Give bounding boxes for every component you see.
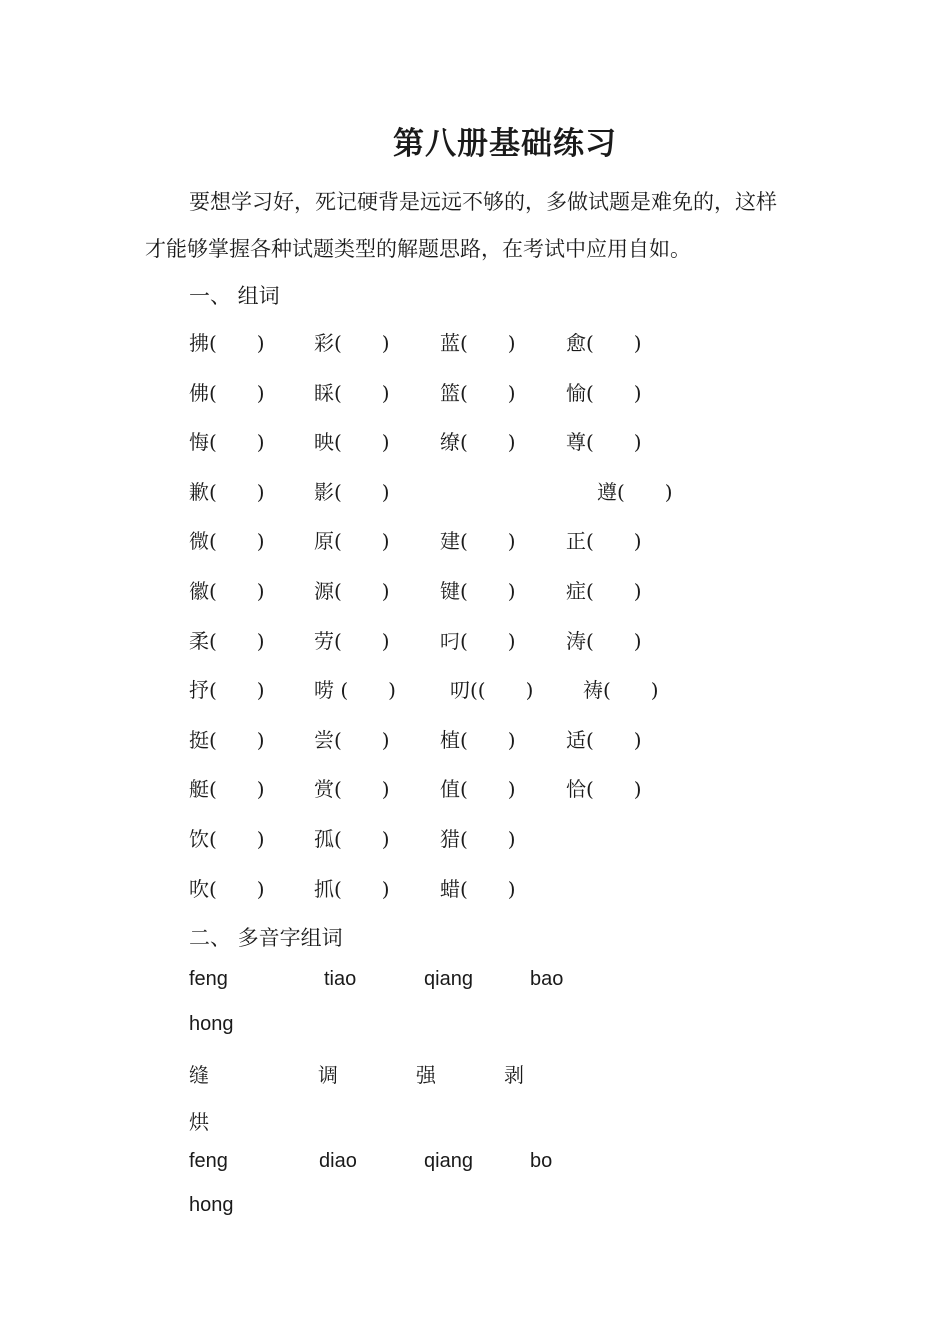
word-blank-r10-c2: 赏( ) <box>314 777 390 801</box>
word-blank-r1-c4: 愈( ) <box>566 331 642 355</box>
word-blank-r2-c2: 睬( ) <box>314 381 390 405</box>
pinyin-feng: feng <box>189 968 228 990</box>
word-blank-r4-c2: 影( ) <box>314 480 390 504</box>
pinyin-diao: diao <box>319 1150 357 1172</box>
word-blank-r12-c2: 抓( ) <box>314 877 390 901</box>
word-blank-r7-c3: 叼( ) <box>440 629 516 653</box>
word-blank-r3-c4: 尊( ) <box>566 430 642 454</box>
word-blank-r6-c2: 源( ) <box>314 579 390 603</box>
word-blank-r11-c3: 猎( ) <box>440 827 516 851</box>
word-blank-r2-c4: 愉( ) <box>566 381 642 405</box>
char-tiao: 调 <box>318 1063 338 1087</box>
word-blank-r3-c2: 映( ) <box>314 430 390 454</box>
word-blank-r2-c3: 篮( ) <box>440 381 516 405</box>
page-title: 第八册基础练习 <box>393 126 617 162</box>
word-blank-r8-c2: 唠 ( ) <box>314 678 396 702</box>
word-blank-r7-c1: 柔( ) <box>189 629 265 653</box>
word-blank-r2-c1: 佛( ) <box>189 381 265 405</box>
pinyin-hong: hong <box>189 1013 234 1035</box>
word-blank-r10-c3: 值( ) <box>440 777 516 801</box>
word-blank-r9-c2: 尝( ) <box>314 728 390 752</box>
word-blank-r4-c1: 歉( ) <box>189 480 265 504</box>
intro-line-1: 要想学习好，死记硬背是远远不够的，多做试题是难免的，这样 <box>189 190 777 214</box>
word-blank-r3-c1: 悔( ) <box>189 430 265 454</box>
pinyin-hong-2: hong <box>189 1194 234 1216</box>
pinyin-bo: bo <box>530 1150 553 1172</box>
word-blank-r3-c3: 缭( ) <box>440 430 516 454</box>
word-blank-r5-c4: 正( ) <box>566 529 642 553</box>
word-blank-r6-c4: 症( ) <box>566 579 642 603</box>
word-blank-r9-c1: 挺( ) <box>189 728 265 752</box>
word-blank-r11-c1: 饮( ) <box>189 827 265 851</box>
word-blank-r1-c2: 彩( ) <box>314 331 390 355</box>
pinyin-qiang: qiang <box>424 968 473 990</box>
char-bo: 剥 <box>504 1063 524 1087</box>
section-2-heading: 二、 多音字组词 <box>189 926 343 950</box>
section-1-heading: 一、 组词 <box>189 284 280 308</box>
word-blank-r7-c4: 涛( ) <box>566 629 642 653</box>
word-blank-r10-c1: 艇( ) <box>189 777 265 801</box>
intro-line-2: 才能够掌握各种试题类型的解题思路，在考试中应用自如。 <box>145 237 691 261</box>
word-blank-r8-c1: 抒( ) <box>189 678 265 702</box>
pinyin-qiang-2: qiang <box>424 1150 473 1172</box>
word-blank-r12-c1: 吹( ) <box>189 877 265 901</box>
word-blank-r6-c1: 徽( ) <box>189 579 265 603</box>
char-feng: 缝 <box>189 1063 209 1087</box>
char-qiang: 强 <box>416 1063 436 1087</box>
word-blank-r5-c1: 微( ) <box>189 529 265 553</box>
word-blank-r5-c3: 建( ) <box>440 529 516 553</box>
word-blank-r1-c3: 蓝( ) <box>440 331 516 355</box>
word-blank-r10-c4: 恰( ) <box>566 777 642 801</box>
pinyin-tiao: tiao <box>324 968 357 990</box>
word-blank-r9-c4: 适( ) <box>566 728 642 752</box>
pinyin-feng-2: feng <box>189 1150 228 1172</box>
word-blank-r8-c3: 叨(( ) <box>450 678 534 702</box>
word-blank-r1-c1: 拂( ) <box>189 331 265 355</box>
char-hong: 烘 <box>189 1110 209 1134</box>
pinyin-bao: bao <box>530 968 564 990</box>
word-blank-r8-c4: 祷( ) <box>583 678 659 702</box>
word-blank-r7-c2: 劳( ) <box>314 629 390 653</box>
word-blank-r9-c3: 植( ) <box>440 728 516 752</box>
word-blank-r5-c2: 原( ) <box>314 529 390 553</box>
word-blank-r12-c3: 蜡( ) <box>440 877 516 901</box>
word-blank-r11-c2: 孤( ) <box>314 827 390 851</box>
word-blank-r4-c4: 遵( ) <box>597 480 673 504</box>
word-blank-r6-c3: 键( ) <box>440 579 516 603</box>
